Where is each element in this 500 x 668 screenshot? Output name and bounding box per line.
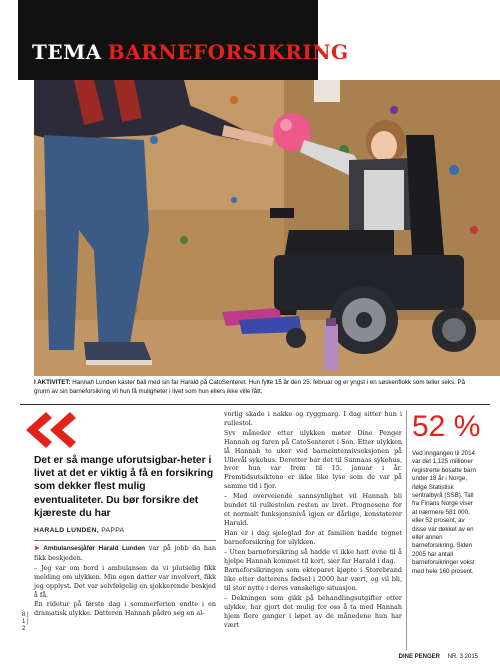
quote-author bbox=[34, 527, 124, 534]
divider bbox=[34, 540, 216, 541]
paragraph: Barneforsikringen som ekteparet kjøpte i Storebrand like etter datterens fødsel i 2000 har vært, og vil bli, til stor nytte i deres vanskelige situasjon. bbox=[224, 566, 402, 593]
caption-text: Hannah Lunden kaster ball med sin far Harald på CatoSenteret. Hun fylte 15 år den 25. februar og er yngst i en søskenflokk som teller seks. På grunn av sin barneforsikring vil hun få muligheter i livet som hun ellers ikke ville fått. bbox=[34, 379, 466, 395]
section-heading bbox=[32, 40, 349, 64]
paragraph: – Jeg var om bord i ambulansen da vi plutselig fikk melding om ulykken. Min egen datter var involvert, fikk jeg opplyst. Det var selvfølgelig en sjokkerende beskjed å få. bbox=[34, 563, 216, 599]
quote-author-role: PAPPA bbox=[101, 527, 125, 534]
magazine-name: DINE PENGER bbox=[398, 654, 440, 660]
paragraph: – Uten barneforsikring så hadde vi ikke hatt evne til å hjelpe Hannah kommet til kort, sier far Harald i dag. bbox=[224, 547, 402, 565]
paragraph: – Med overveiende sannsynlighet vil Hannah bli bundet til rullestolen resten av livet. Prognosene for et normalt funksjonsnivå igjen er dårlige, konstaterer Harald. bbox=[224, 492, 402, 527]
section-tag: TEMA bbox=[32, 40, 102, 64]
paragraph: Syv måneder etter ulykken møter Dine Penger Hannah og faren på CatoSenteret i Son. Etter ulykken lå Hannah to uker ved barneintensivseksjonen på Ullevål sykehus. Deretter bar det til Sunnaas sykehus, hvor hun var frem til 15. januar i år. Fremtidsutsiktene er ikke like lyse som de var på samme tid i fjor. bbox=[224, 428, 402, 491]
paragraph: ➤ Ambulansesjåfør Harald Lunden var på jobb da han fikk beskjeden. bbox=[34, 544, 216, 562]
article-column-2 bbox=[224, 410, 402, 631]
paragraph: En ridetur på første dag i sommerferien endte i en dramatisk ulykke. Datteren Hannah pådro seg en al- bbox=[34, 600, 216, 618]
issue-number: NR. 3 2015 bbox=[447, 654, 478, 660]
section-title: BARNEFORSIKRING bbox=[107, 40, 349, 64]
sidebar-divider bbox=[406, 410, 407, 650]
photo-illustration bbox=[34, 80, 500, 376]
divider bbox=[20, 404, 490, 405]
paragraph: vorlig skade i nakke og ryggmarg. I dag sitter hun i rullestol. bbox=[224, 410, 402, 427]
lead-in: Ambulansesjåfør Harald Lunden bbox=[43, 545, 146, 552]
page-footer bbox=[399, 654, 478, 660]
paragraph: Han er i dag sjeleglad for at familien hadde tegnet barneforsikring for ulykken. bbox=[224, 528, 402, 546]
page-marker: 8 | 1 | 2 bbox=[22, 612, 29, 632]
quote-mark-icon bbox=[20, 410, 78, 450]
stat-text: Ved inngangen til 2014 var det 1,125 millioner registrerte bosatte barn under 18 år i Norge, ifølge Statistisk sentralbyrå (SSB). Tall fra Finans Norge viser at nærmere 581 000, eller 52 prosent, av disse var dekket av en eller annen barneforsikring. Siden 2005 har antall barneforsikringer vokst med hele 160 prosent. bbox=[412, 450, 476, 575]
paragraph: – Dekningen som gikk på behandlingsutgifter etter ulykke, har gjort det mulig for oss å ta med Hannah hjem flere ganger i løpet av de månedene hun har vært bbox=[224, 594, 402, 629]
photo-caption bbox=[34, 379, 474, 396]
caption-label: I AKTIVITET: bbox=[34, 379, 71, 386]
pull-quote: Det er så mange uforutsigbar-heter i livet at det er viktig å få en forsikring som dekker flest mulig eventualiteter. Du bør forsikre det kjæreste du har bbox=[34, 455, 214, 519]
article-column-1 bbox=[34, 544, 216, 619]
quote-author-name: HARALD LUNDEN, bbox=[34, 527, 99, 534]
article-photo bbox=[34, 80, 500, 376]
stat-value: 52 % bbox=[412, 410, 481, 443]
